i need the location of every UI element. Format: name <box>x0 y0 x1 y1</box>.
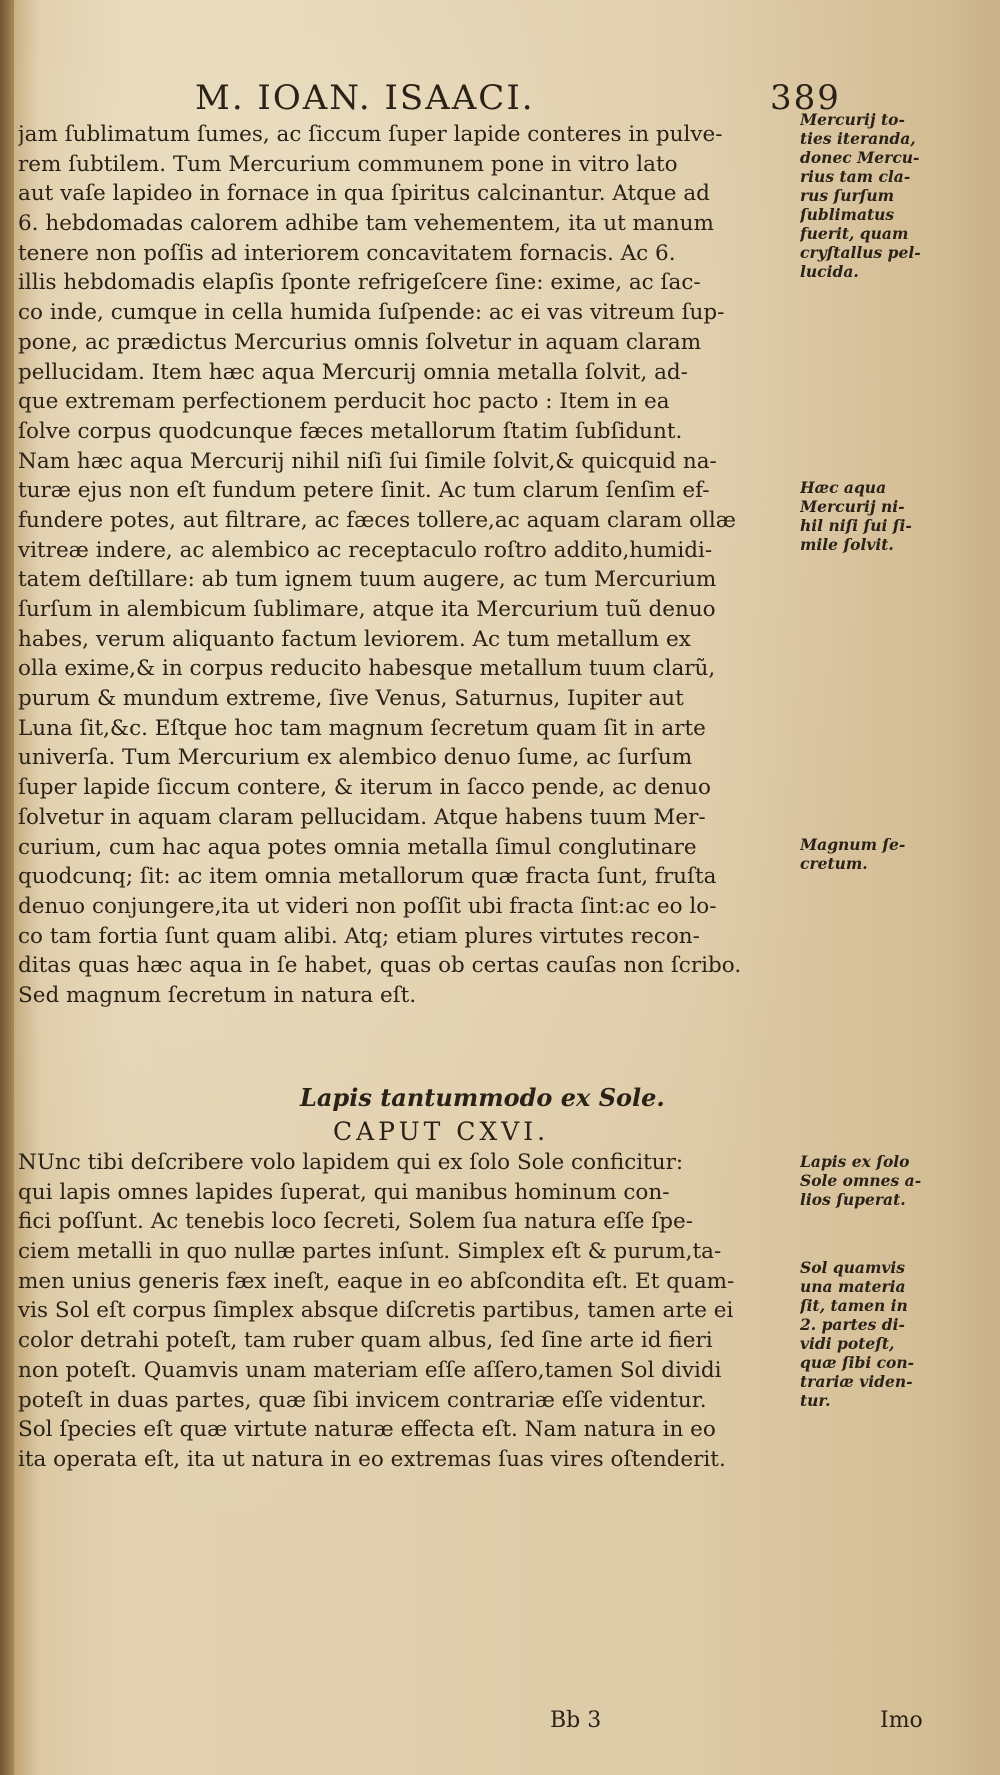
text-line: curium, cum hac aqua potes omnia metalla ſimul conglutinare <box>18 834 697 860</box>
marginal-note-line: quæ ſibi con- <box>800 1353 915 1372</box>
chapter-title: Lapis tantummodo ex Sole. <box>300 1083 665 1112</box>
marginal-note-line: ſublimatus <box>800 205 895 224</box>
marginal-note <box>800 1258 996 1410</box>
text-line: ita operata eſt, ita ut natura in eo extremas ſuas vires oſtenderit. <box>18 1446 726 1472</box>
text-line: poteſt in duas partes, quæ ſibi invicem contrariæ eſſe videntur. <box>18 1387 707 1413</box>
marginal-note-line: lucida. <box>800 262 859 281</box>
marginal-note <box>800 835 996 873</box>
binding-edge <box>0 0 14 1775</box>
text-line: pone, ac prædictus Mercurius omnis ſolvetur in aquam claram <box>18 329 702 355</box>
marginal-note-line: Magnum ſe- <box>800 835 906 854</box>
marginal-note-line: una materia <box>800 1277 906 1296</box>
marginal-note-line: lios ſuperat. <box>800 1190 906 1209</box>
text-block-1 <box>18 120 788 1011</box>
marginal-note-line: Hæc aqua <box>800 478 887 497</box>
text-line: Sol ſpecies eſt quæ virtute naturæ effecta eſt. Nam natura in eo <box>18 1417 716 1443</box>
text-line: pellucidam. Item hæc aqua Mercurij omnia metalla ſolvit, ad- <box>18 359 688 385</box>
marginal-note-line: 2. partes di- <box>800 1315 905 1334</box>
text-line: jam ſublimatum ſumes, ac ſiccum ſuper lapide conteres in pulve- <box>18 122 723 147</box>
running-head <box>195 78 895 118</box>
text-line: que extremam perfectionem perducit hoc pacto : Item in ea <box>18 389 670 415</box>
text-line: quodcunq; ſit: ac item omnia metallorum quæ fracta ſunt, fruſta <box>18 864 717 890</box>
marginal-note-line: Mercurij to- <box>800 110 905 129</box>
text-line: Nam hæc aqua Mercurij nihil niſi ſui ſimile ſolvit,& quicquid na- <box>18 448 717 474</box>
marginal-note-line: hil niſi ſui ſi- <box>800 516 912 535</box>
marginal-note-line: Lapis ex ſolo <box>800 1152 910 1171</box>
marginal-note-line: ſit, tamen in <box>800 1296 908 1315</box>
text-line: habes, verum aliquanto factum leviorem. Ac tum metallum ex <box>18 626 691 652</box>
text-line: co inde, cumque in cella humida ſuſpende: ac ei vas vitreum ſup- <box>18 300 725 326</box>
page-footer <box>0 1708 1000 1742</box>
text-line: fici poſſunt. Ac tenebis loco ſecreti, Solem ſua natura eſſe ſpe- <box>18 1209 694 1235</box>
marginal-note <box>800 110 996 281</box>
marginal-note-line: ties iteranda, <box>800 129 916 148</box>
text-line: ſurſum in alembicum ſublimare, atque ita Mercurium tuũ denuo <box>18 597 716 622</box>
text-block-2 <box>18 1148 788 1475</box>
marginal-note-line: rus ſurſum <box>800 186 894 205</box>
text-line: ciem metalli in quo nullæ partes inſunt. Simplex eſt & purum,ta- <box>18 1239 722 1265</box>
text-line: ſolve corpus quodcunque fæces metallorum ſtatim ſubſidunt. <box>18 418 683 444</box>
text-line: non poteſt. Quamvis unam materiam eſſe aſſero,tamen Sol dividi <box>18 1357 722 1383</box>
text-line: ditas quas hæc aqua in ſe habet, quas ob certas cauſas non ſcribo. <box>18 953 742 979</box>
text-line: ſolvetur in aquam claram pellucidam. Atque habens tuum Mer- <box>18 804 706 830</box>
text-line: rem ſubtilem. Tum Mercurium communem pone in vitro lato <box>18 151 678 177</box>
text-line: tenere non poſſis ad interiorem concavitatem fornacis. Ac 6. <box>18 240 676 266</box>
marginal-note-line: Mercurij ni- <box>800 497 905 516</box>
marginal-note-line: cryſtallus pel- <box>800 243 921 262</box>
text-line: fundere potes, aut filtrare, ac fæces tollere,ac aquam claram ollæ <box>18 507 737 533</box>
marginal-note-line: trariæ viden- <box>800 1372 913 1391</box>
marginal-note-line: Sol quamvis <box>800 1258 905 1277</box>
marginal-note-line: rius tam cla- <box>800 167 911 186</box>
marginal-note-line: fuerit, quam <box>800 224 909 243</box>
text-line: qui lapis omnes lapides ſuperat, qui manibus hominum con- <box>18 1179 670 1205</box>
text-line: color detrahi poteſt, tam ruber quam albus, ſed ſine arte id fieri <box>18 1328 713 1354</box>
text-line: tatem deſtillare: ab tum ignem tuum augere, ac tum Mercurium <box>18 567 717 593</box>
marginal-note <box>800 1152 996 1209</box>
text-line: illis hebdomadis elapſis ſponte refrigeſcere ſine: exime, ac ſac- <box>18 270 701 296</box>
marginal-note-line: Sole omnes a- <box>800 1171 922 1190</box>
text-line: purum & mundum extreme, ſive Venus, Saturnus, Iupiter aut <box>18 686 684 712</box>
signature-mark: Bb 3 <box>550 1708 602 1733</box>
text-line: univerſa. Tum Mercurium ex alembico denuo ſume, ac ſurſum <box>18 745 693 771</box>
chapter-number: CAPUT CXVI. <box>333 1117 550 1146</box>
marginal-note <box>800 478 996 554</box>
text-line: men unius generis fæx ineſt, eaque in eo abſcondita eſt. Et quam- <box>18 1268 735 1294</box>
text-line: vis Sol eſt corpus ſimplex absque diſcretis partibus, tamen arte ei <box>18 1298 734 1324</box>
marginal-note-line: donec Mercu- <box>800 148 920 167</box>
text-line: Sed magnum ſecretum in natura eſt. <box>18 982 417 1008</box>
text-line: 6. hebdomadas calorem adhibe tam vehementem, ita ut manum <box>18 211 714 237</box>
text-line: aut vaſe lapideo in fornace in qua ſpiritus calcinantur. Atque ad <box>18 181 710 207</box>
marginal-note-line: tur. <box>800 1391 831 1410</box>
text-line: denuo conjungere,ita ut videri non poſſit ubi fracta ſint:ac eo lo- <box>18 893 717 919</box>
marginal-note-line: mile ſolvit. <box>800 535 894 554</box>
text-line: Luna ſit,&c. Eſtque hoc tam magnum ſecretum quam ſit in arte <box>18 715 706 741</box>
text-line: olla exime,& in corpus reducito habesque metallum tuum clarũ, <box>18 656 716 682</box>
marginal-note-line: vidi poteſt, <box>800 1334 895 1353</box>
page-number: 389 <box>770 78 841 118</box>
marginal-note-line: cretum. <box>800 854 868 873</box>
running-head-title: M. IOAN. ISAACI. <box>195 78 535 118</box>
text-line: turæ ejus non eſt fundum petere ſinit. Ac tum clarum ſenſim ef- <box>18 478 710 504</box>
text-line: NUnc tibi deſcribere volo lapidem qui ex ſolo Sole conficitur: <box>18 1150 684 1175</box>
catchword: Imo <box>880 1708 923 1733</box>
text-line: ſuper lapide ſiccum contere, & iterum in ſacco pende, ac denuo <box>18 775 711 801</box>
text-line: co tam fortia ſunt quam alibi. Atq; etiam plures virtutes recon- <box>18 923 700 949</box>
text-line: vitreæ indere, ac alembico ac receptaculo roſtro addito,humidi- <box>18 537 713 563</box>
